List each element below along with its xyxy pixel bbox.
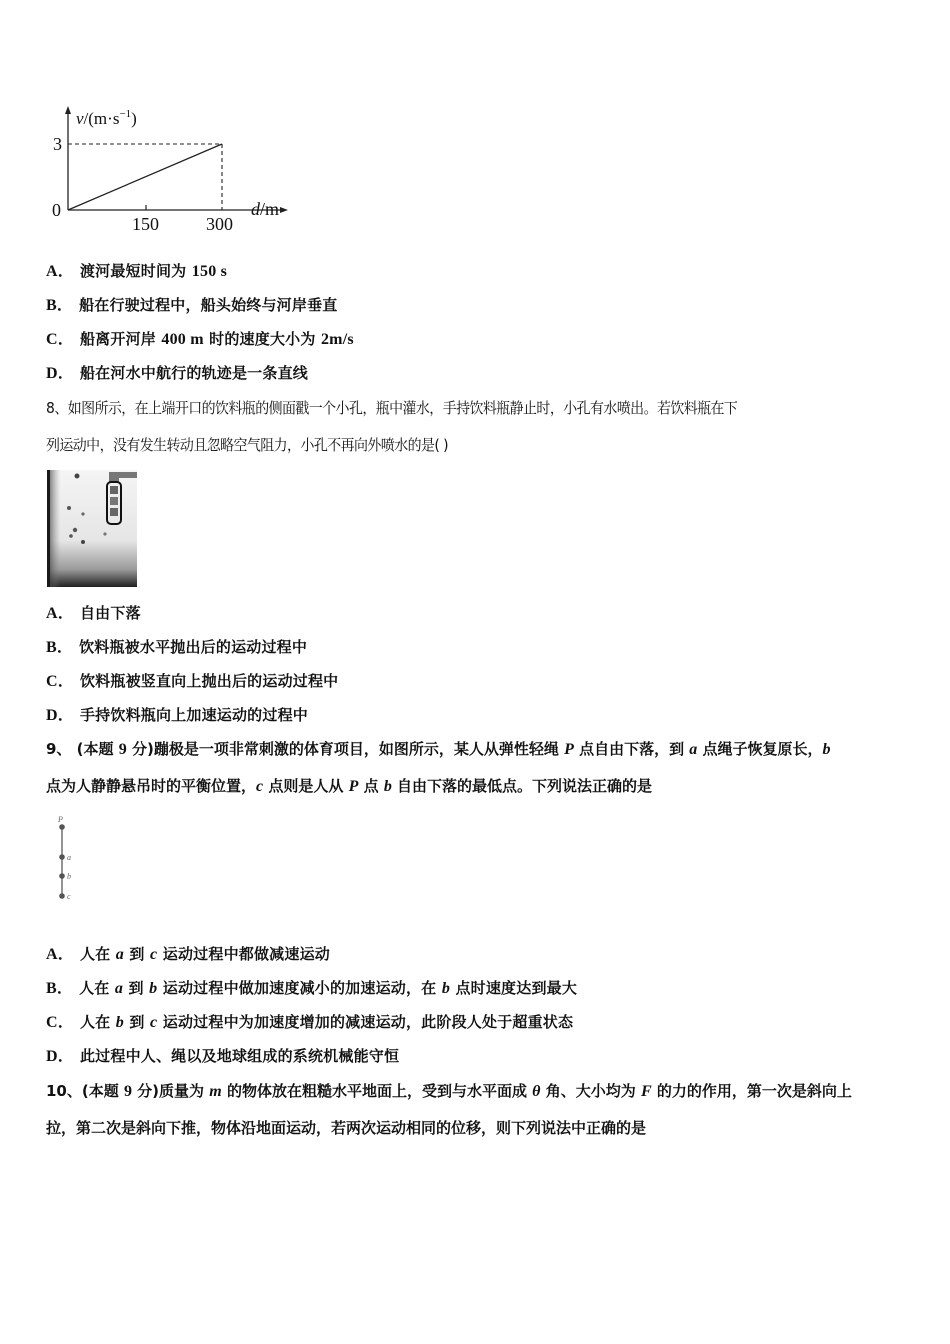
stem-text: 点为人静静悬吊时的平衡位置， bbox=[46, 777, 257, 795]
option-text: 饮料瓶被水平抛出后的运动过程中 bbox=[79, 638, 308, 656]
stem-text: 9、 (本题 bbox=[46, 740, 119, 758]
q8-option-a[interactable] bbox=[46, 603, 141, 624]
option-letter: A． bbox=[46, 946, 74, 963]
option-value: 150 s bbox=[191, 263, 228, 280]
stem-text: 点则是人从 bbox=[263, 777, 349, 795]
q8-option-c[interactable] bbox=[46, 671, 338, 692]
origin-tick: 0 bbox=[52, 200, 61, 220]
option-text: 人在 bbox=[79, 979, 115, 997]
var-m: m bbox=[209, 1083, 222, 1100]
var-P: P bbox=[348, 778, 359, 795]
var-theta: θ bbox=[532, 1083, 541, 1100]
q9-option-a[interactable] bbox=[46, 944, 330, 965]
bottle-photo bbox=[47, 470, 137, 587]
q9-option-c[interactable] bbox=[46, 1012, 573, 1033]
var: c bbox=[150, 1014, 158, 1031]
option-text: 运动过程中为加速度增加的减速运动，此阶段人处于超重状态 bbox=[157, 1013, 574, 1031]
stem-text: 的物体放在粗糙水平地面上，受到与水平面成 bbox=[221, 1082, 533, 1100]
var: b bbox=[441, 980, 451, 997]
point-label-P: P bbox=[58, 815, 63, 824]
q10-stem-line-1 bbox=[46, 1081, 852, 1102]
var: a bbox=[114, 980, 124, 997]
stem-text: 点 bbox=[358, 777, 384, 795]
q9-option-d[interactable] bbox=[46, 1046, 399, 1067]
var-b: b bbox=[383, 778, 392, 795]
var: b bbox=[149, 980, 158, 997]
option-text: 饮料瓶被竖直向上抛出后的运动过程中 bbox=[79, 672, 339, 690]
option-value: 400 m bbox=[161, 331, 204, 348]
option-text: 到 bbox=[124, 1013, 151, 1031]
option-text: 运动过程中都做减速运动 bbox=[157, 945, 330, 963]
svg-text:d/m bbox=[251, 199, 279, 219]
option-letter: A． bbox=[46, 263, 74, 280]
q7-option-c[interactable] bbox=[46, 329, 354, 350]
q9-stem-line-1 bbox=[46, 739, 831, 760]
score-value: 9 bbox=[123, 1083, 132, 1100]
velocity-distance-chart bbox=[44, 104, 294, 236]
option-text: 自由下落 bbox=[79, 604, 141, 622]
stem-text: 点绳子恢复原长， bbox=[697, 740, 823, 758]
y-axis-label-unit: /(m·s bbox=[83, 109, 120, 128]
svg-text:v/(m·s−1) bbox=[76, 108, 137, 128]
stem-text: 的力的作用，第一次是斜向上 bbox=[651, 1082, 852, 1100]
x-tick-300: 300 bbox=[206, 214, 233, 234]
option-text: 人在 bbox=[79, 1013, 116, 1031]
x-tick-150: 150 bbox=[132, 214, 159, 234]
q10-stem-line-2: 拉，第二次是斜向下推，物体沿地面运动，若两次运动相同的位移，则下列说法中正确的是 bbox=[46, 1119, 647, 1137]
y-tick-3: 3 bbox=[53, 134, 62, 154]
q8-option-b[interactable] bbox=[46, 637, 307, 658]
score-value: 9 bbox=[118, 741, 127, 758]
bungee-diagram bbox=[52, 815, 82, 905]
option-text: 船在河水中航行的轨迹是一条直线 bbox=[79, 364, 308, 382]
var: b bbox=[115, 1014, 124, 1031]
var-a: a bbox=[689, 741, 698, 758]
stem-text: 点自由下落，到 bbox=[573, 740, 690, 758]
option-text: 手持饮料瓶向上加速运动的过程中 bbox=[79, 706, 308, 724]
y-axis-label-var: v bbox=[76, 109, 84, 128]
option-text: 此过程中人、绳以及地球组成的系统机械能守恒 bbox=[79, 1047, 400, 1065]
option-value: 2m/s bbox=[320, 331, 354, 348]
point-label-a: a bbox=[67, 853, 71, 862]
q7-option-d[interactable] bbox=[46, 363, 308, 384]
option-letter: D． bbox=[46, 365, 74, 382]
option-letter: C． bbox=[46, 673, 74, 690]
option-text: 到 bbox=[124, 945, 151, 963]
x-axis-label-unit: /m bbox=[260, 199, 280, 219]
option-letter: D． bbox=[46, 1048, 74, 1065]
stem-text: 10、(本题 bbox=[46, 1082, 124, 1100]
option-text: 人在 bbox=[79, 945, 116, 963]
q9-stem-line-2 bbox=[46, 776, 652, 797]
point-label-b: b bbox=[67, 872, 71, 881]
option-letter: C． bbox=[46, 1014, 74, 1031]
option-text: 运动过程中做加速度减小的加速运动，在 bbox=[157, 979, 442, 997]
point-label-c: c bbox=[67, 892, 71, 901]
stem-text: 分)蹦极是一项非常刺激的体育项目，如图所示，某人从弹性轻绳 bbox=[126, 740, 565, 758]
option-letter: D． bbox=[46, 707, 74, 724]
option-text: 船在行驶过程中，船头始终与河岸垂直 bbox=[79, 296, 338, 314]
option-letter: B． bbox=[46, 297, 74, 314]
option-text: 到 bbox=[123, 979, 150, 997]
option-letter: A． bbox=[46, 605, 74, 622]
option-text: 时的速度大小为 bbox=[203, 330, 321, 348]
var-F: F bbox=[640, 1083, 652, 1100]
stem-text: 角、大小均为 bbox=[540, 1082, 641, 1100]
y-axis-label-exp: −1 bbox=[119, 108, 132, 120]
q7-option-b[interactable] bbox=[46, 295, 337, 316]
q7-option-a[interactable] bbox=[46, 261, 227, 282]
option-letter: B． bbox=[46, 639, 74, 656]
var-P: P bbox=[564, 741, 574, 758]
var-b: b bbox=[822, 741, 831, 758]
y-axis-label-close: ) bbox=[131, 109, 137, 128]
q8-stem-line-1: 8、如图所示，在上端开口的饮料瓶的侧面戳一个小孔，瓶中灌水，手持饮料瓶静止时，小孔有水喷出。若饮料瓶在下 bbox=[46, 399, 738, 417]
stem-text: 自由下落的最低点。下列说法正确的是 bbox=[391, 777, 653, 795]
x-axis-label-var: d bbox=[251, 199, 260, 219]
option-letter: B． bbox=[46, 980, 74, 997]
option-letter: C． bbox=[46, 331, 74, 348]
stem-text: 分)质量为 bbox=[131, 1082, 210, 1100]
var-c: c bbox=[256, 778, 264, 795]
q9-option-b[interactable] bbox=[46, 978, 577, 999]
var: c bbox=[150, 946, 158, 963]
q8-option-d[interactable] bbox=[46, 705, 308, 726]
q8-stem-line-2: 列运动中，没有发生转动且忽略空气阻力，小孔不再向外喷水的是( ) bbox=[46, 436, 449, 454]
var: a bbox=[115, 946, 124, 963]
option-text: 船离开河岸 bbox=[79, 330, 162, 348]
option-text: 渡河最短时间为 bbox=[79, 262, 192, 280]
option-text: 点时速度达到最大 bbox=[450, 979, 578, 997]
